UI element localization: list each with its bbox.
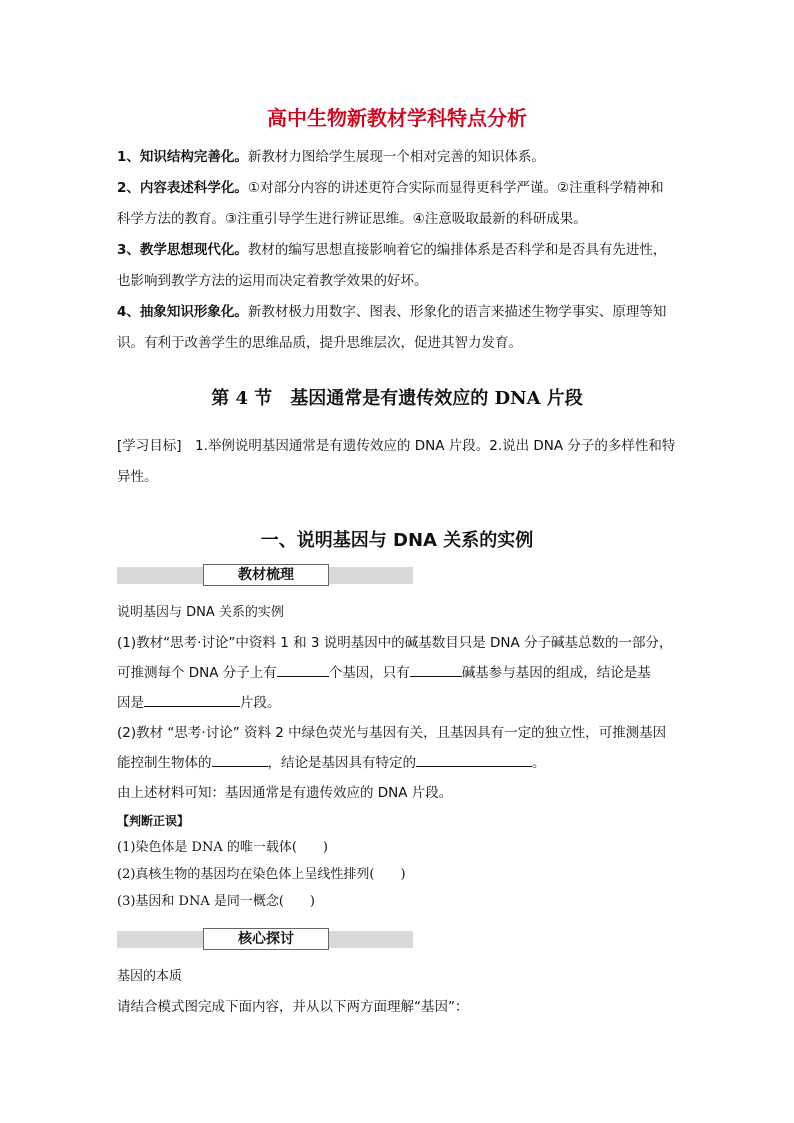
subheading-instances: 说明基因与 DNA 关系的实例: [117, 605, 284, 620]
blank-3[interactable]: [144, 692, 240, 707]
chapter-title: 第 4 节 基因通常是有遗传效应的 DNA 片段: [211, 388, 583, 409]
item-1-cont: 可推测每个 DNA 分子上有 个基因，只有 碱基参与基因的组成，结论是基: [117, 658, 677, 688]
feature-1-head: 1、知识结构完善化。: [117, 149, 248, 165]
feature-3-text: 教材的编写思想直接影响着它的编排体系是否科学和是否具有先进性，也影响到教学方法的运用而决定着教学效果的好坏。: [117, 242, 667, 289]
main-title: 高中生物新教材学科特点分析: [267, 106, 527, 130]
feature-1-text: 新教材力图给学生展现一个相对完善的知识体系。: [247, 149, 545, 165]
blank-4[interactable]: [212, 752, 268, 767]
feature-4-text: 新教材极力用数字、图表、形象化的语言来描述生物学事实、原理等知识。有利于改善学生的思维品质，提升思维层次，促进其智力发育。: [117, 304, 667, 351]
item-2-cont: 能控制生物体的 ，结论是基因具有特定的 。: [117, 748, 677, 778]
instruction: 请结合模式图完成下面内容，并从以下两方面理解“基因”：: [117, 999, 469, 1015]
section-bar-core: [117, 931, 413, 948]
feature-4: [117, 297, 677, 359]
conclusion: 由上述材料可知：基因通常是有遗传效应的 DNA 片段。: [117, 785, 453, 801]
page-content: [117, 104, 677, 1022]
item-1: (1)教材“思考·讨论”中资料 1 和 3 说明基因中的碱基数目只是 DNA 分子碱基总数的一部分，: [117, 635, 673, 651]
item-2: (2)教材 “思考·讨论” 资料 2 中绿色荧光与基因有关，且基因具有一定的独立性，可推测基因: [117, 725, 667, 741]
feature-2: [117, 173, 677, 235]
blank-5[interactable]: [416, 752, 532, 767]
feature-3-head: 3、教学思想现代化。: [117, 242, 248, 258]
blank-1[interactable]: [277, 662, 329, 677]
goal-text: 1.举例说明基因通常是有遗传效应的 DNA 片段。2.说出 DNA 分子的多样性和特异性。: [117, 438, 676, 485]
feature-4-head: 4、抽象知识形象化。: [117, 304, 248, 320]
judge-item-2: (2)真核生物的基因均在染色体上呈线性排列( ): [117, 867, 406, 882]
feature-2-head: 2、内容表述科学化。: [117, 180, 248, 196]
bar-label-core: 核心探讨: [203, 928, 329, 950]
blank-2[interactable]: [410, 662, 462, 677]
judge-item-3: (3)基因和 DNA 是同一概念( ): [117, 894, 316, 909]
section-title: 一、说明基因与 DNA 关系的实例: [260, 530, 534, 551]
section-bar-textbook: [117, 567, 413, 584]
feature-1: [117, 142, 677, 173]
learning-goals: [117, 431, 677, 493]
goal-label: [学习目标]: [117, 438, 196, 454]
judge-heading: 【判断正误】: [117, 814, 190, 828]
feature-2-text: ①对部分内容的讲述更符合实际而显得更科学严谨。②注重科学精神和科学方法的教育。③注重引导学生进行辨证思维。④注意吸取最新的科研成果。: [117, 180, 664, 227]
feature-3: [117, 235, 677, 297]
bar-label-textbook: 教材梳理: [203, 564, 329, 586]
subheading-essence: 基因的本质: [117, 969, 183, 984]
judge-item-1: (1)染色体是 DNA 的唯一载体( ): [117, 840, 329, 855]
item-1-end: 因是 片段。: [117, 688, 677, 718]
